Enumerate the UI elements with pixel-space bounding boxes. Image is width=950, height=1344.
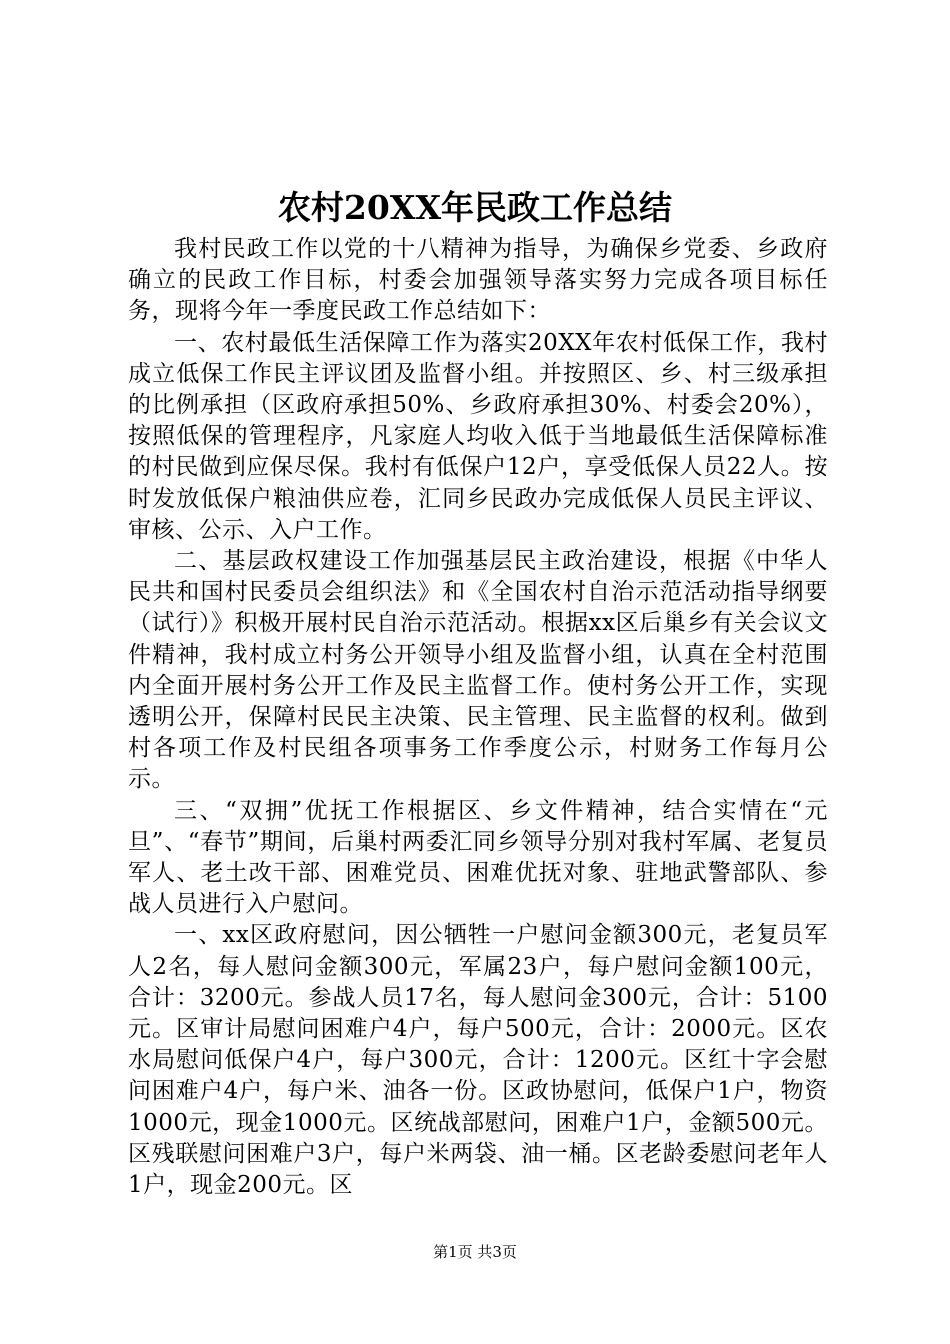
page-footer: 第1页 共3页: [433, 1243, 517, 1261]
document-title: 农村20XX年民政工作总结: [277, 188, 673, 227]
paragraph-subsistence-allowance: 一、农村最低生活保障工作为落实20XX年农村低保工作，我村成立低保工作民主评议团及监督小组。并按照区、乡、村三级承担的比例承担（区政府承担50%、乡政府承担30%、村委会20%），按照低保的管理程序，凡家庭人均收入低于当地最低生活保障标准的村民做到应保尽保。我村有低保户12户，享受低保人员22人。按时发放低保户粮油供应卷，汇同乡民政办完成低保人员民主评议、审核、公示、入户工作。: [128, 329, 828, 543]
paragraph-grassroots-governance: 二、基层政权建设工作加强基层民主政治建设，根据《中华人民共和国村民委员会组织法》和《全国农村自治示范活动指导纲要（试行）》积极开展村民自治示范活动。根据xx区后巢乡有关会议文件精神，我村成立村务公开领导小组及监督小组，认真在全村范围内全面开展村务公开工作及民主监督工作。使村务公开工作，实现透明公开，保障村民民主决策、民主管理、民主监督的权利。做到村各项工作及村民组各项事务工作季度公示，村财务工作每月公示。: [128, 548, 828, 793]
paragraph-intro: 我村民政工作以党的十八精神为指导，为确保乡党委、乡政府确立的民政工作目标，村委会加强领导落实努力完成各项目标任务，现将今年一季度民政工作总结如下：: [128, 236, 828, 325]
document-body: [128, 234, 828, 1201]
paragraph-condolence-visits: 一、xx区政府慰问，因公牺牲一户慰问金额300元，老复员军人2名，每人慰问金额300元，军属23户，每户慰问金额100元，合计：3200元。参战人员17名，每人慰问金300元，合计：5100元。区审计局慰问困难户4户，每户500元，合计：2000元。区农水局慰问低保户4户，每户300元，合计：1200元。区红十字会慰问困难户4户，每户米、油各一份。区政协慰问，低保户1户，物资1000元，现金1000元。区统战部慰问，困难户1户，金额500元。区残联慰问困难户3户，每户米两袋、油一桶。区老龄委慰问老年人1户，现金200元。区: [128, 922, 828, 1199]
paragraph-military-support: 三、“双拥”优抚工作根据区、乡文件精神，结合实情在“元旦”、“春节”期间，后巢村两委汇同乡领导分别对我村军属、老复员军人、老土改干部、困难党员、困难优抚对象、驻地武警部队、参战人员进行入户慰问。: [128, 797, 828, 918]
